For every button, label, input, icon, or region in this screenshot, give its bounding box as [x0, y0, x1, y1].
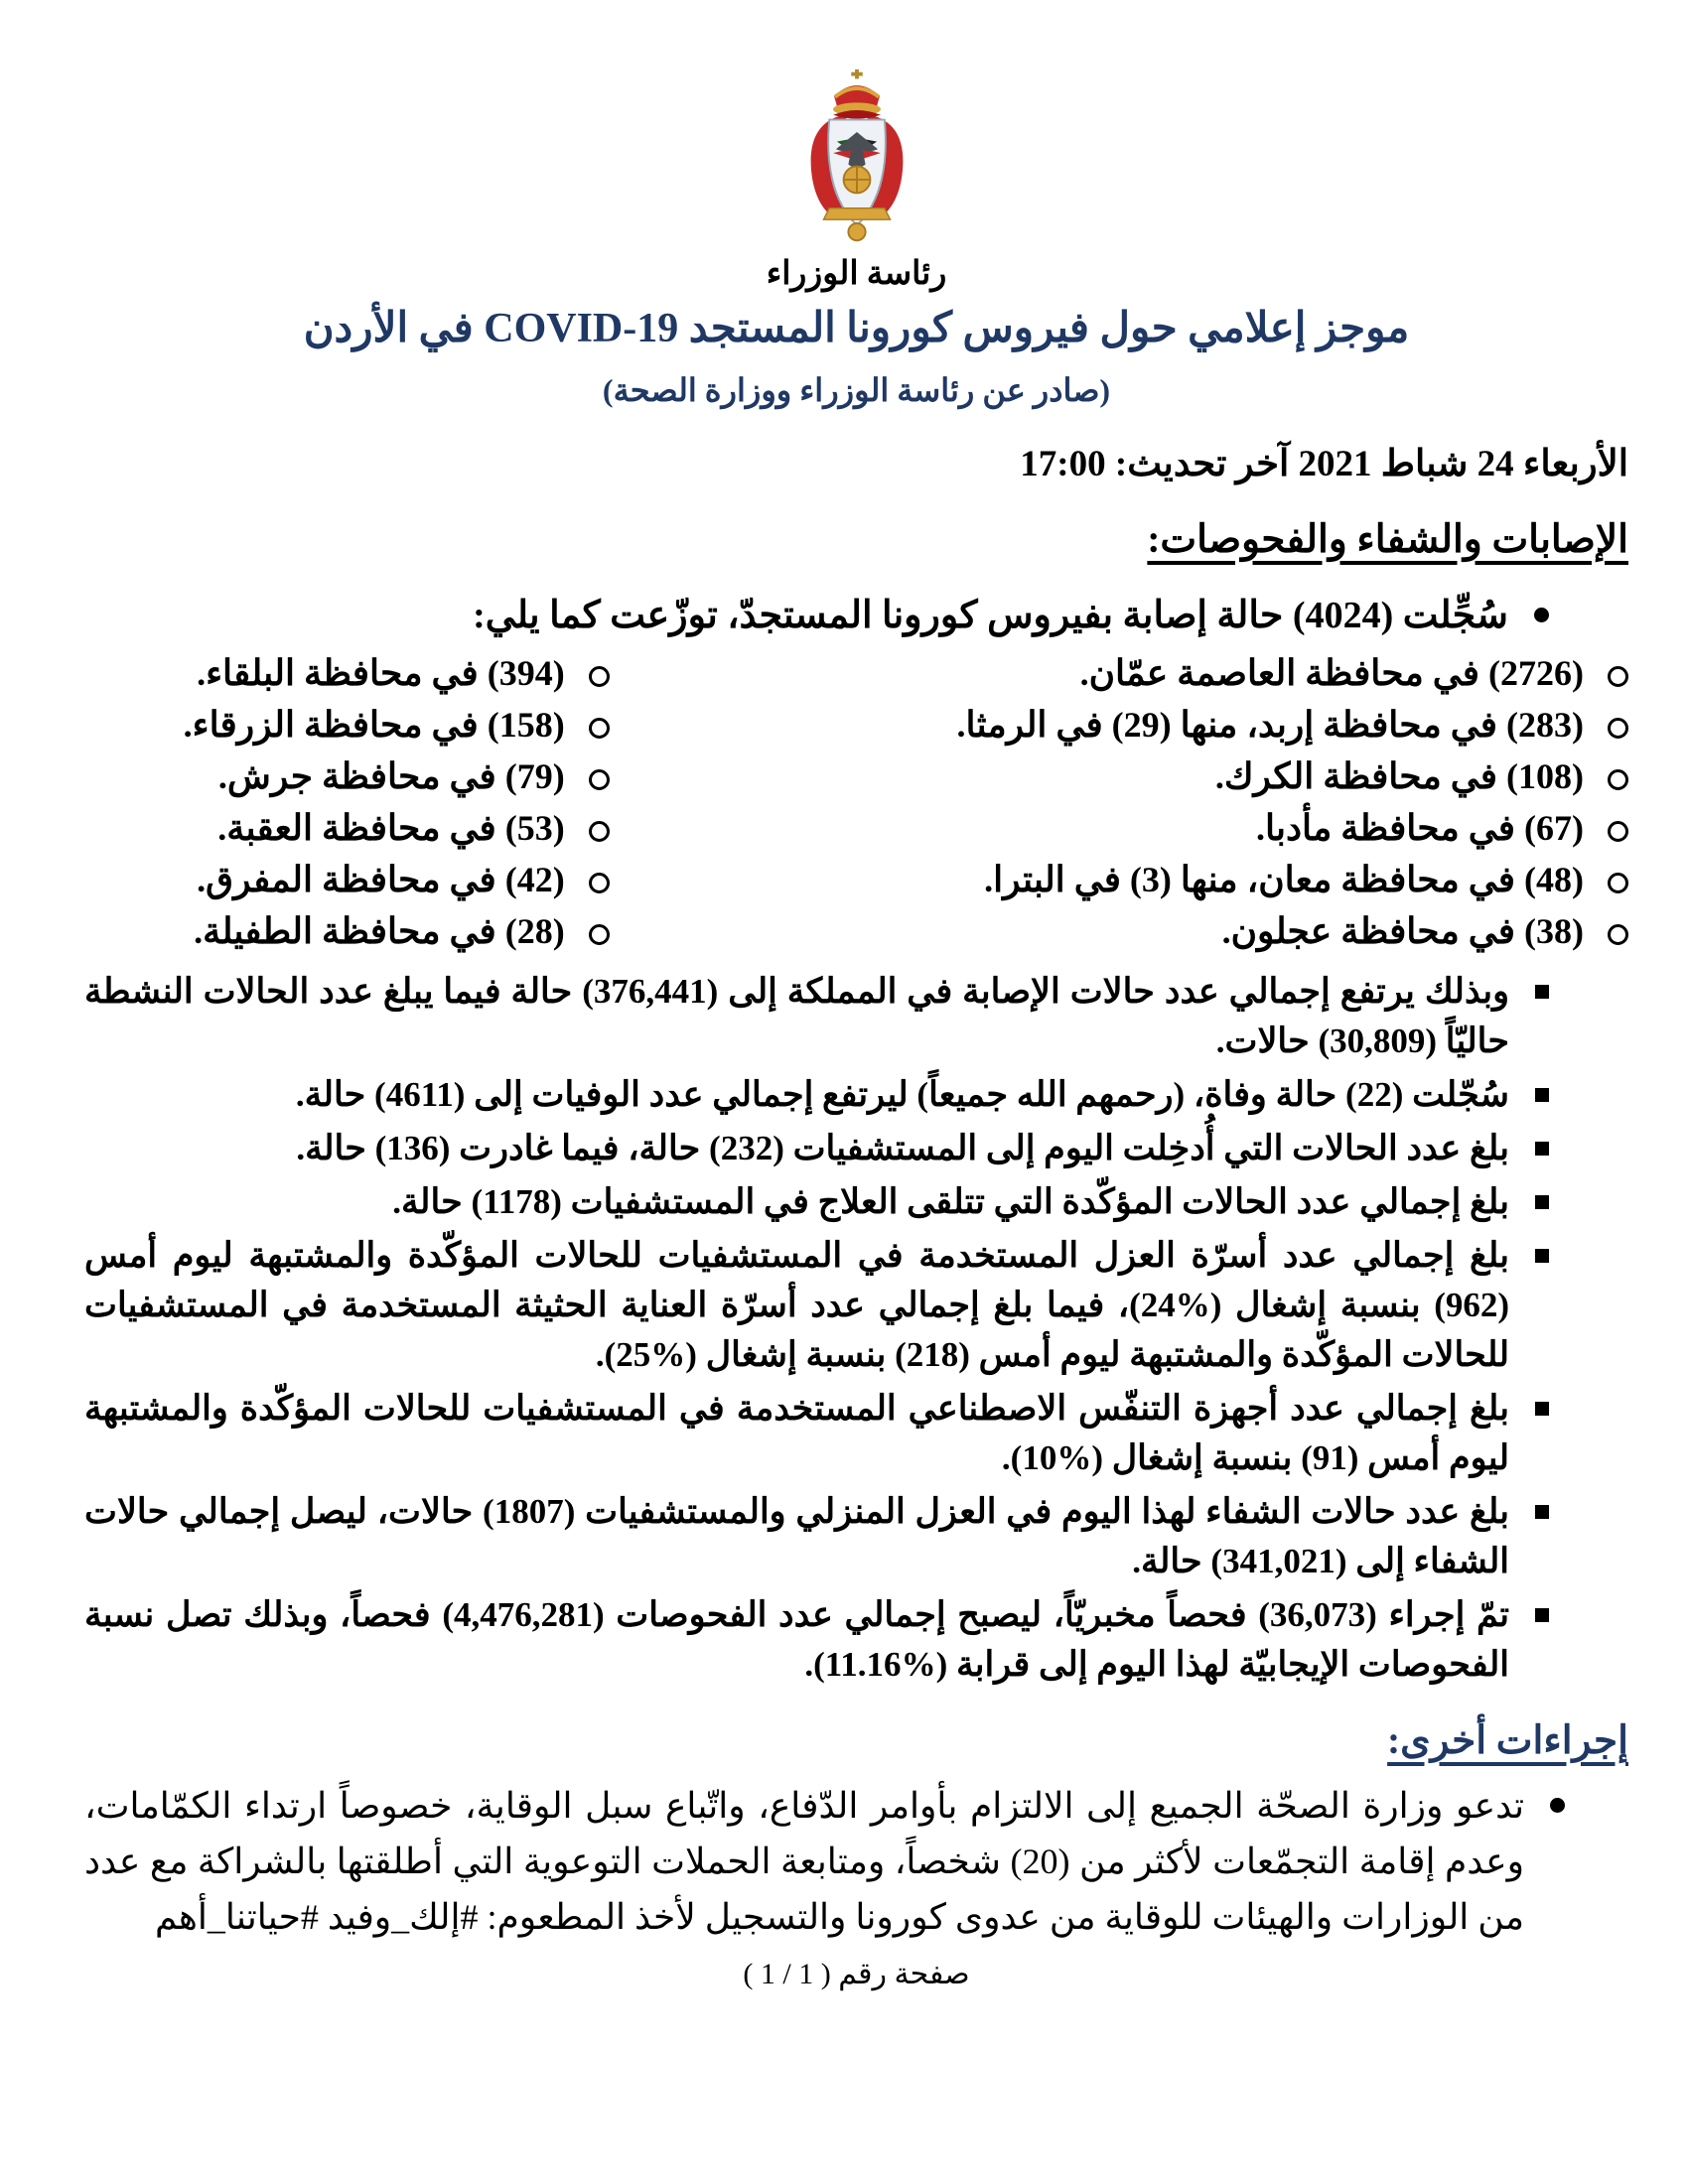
list-item — [610, 909, 1628, 953]
bullet-square-icon — [1535, 1249, 1549, 1263]
stat-text: تمّ إجراء (36,073) فحصاً مخبريّاً، ليصبح إجمالي عدد الفحوصات (4,476,281) فحصاً، وبذلك تصل نسبة الفحوصات الإيجابيّة لهذا اليوم إلى قرابة (%11.16). — [84, 1595, 1510, 1685]
bullet-square-icon — [1535, 1402, 1549, 1416]
stat-text: سُجّلت (22) حالة وفاة، (رحمهم الله جميعاً) ليرتفع إجمالي عدد الوفيات إلى (4611) حالة. — [295, 1075, 1509, 1115]
gov-item-text: (79) في محافظة جرش. — [217, 756, 565, 797]
gov-item-text: (158) في محافظة الزرقاء. — [183, 705, 565, 746]
list-item — [84, 1177, 1628, 1227]
gov-item-text: (48) في محافظة معان، منها (3) في البترا. — [984, 860, 1584, 900]
bullet-square-icon — [1535, 1142, 1549, 1156]
intro-bullet — [84, 590, 1628, 641]
gov-item-text: (42) في محافظة المفرق. — [197, 860, 565, 900]
bullet-circle-icon — [589, 666, 610, 687]
list-item — [84, 1231, 1628, 1380]
gov-item-text: (2726) في محافظة العاصمة عمّان. — [1079, 653, 1584, 694]
list-item — [84, 806, 610, 850]
gov-item-text: (394) في محافظة البلقاء. — [197, 653, 565, 694]
stat-text: بلغ إجمالي عدد أجهزة التنفّس الاصطناعي المستخدمة في المستشفيات للحالات المؤكّدة والمشتبهة ليوم أمس (91) بنسبة إشغال (%10). — [84, 1389, 1509, 1478]
stat-text: بلغ عدد حالات الشفاء لهذا اليوم في العزل المنزلي والمستشفيات (1807) حالات، ليصل إجمالي حالات الشفاء إلى (341,021) حالة. — [84, 1492, 1509, 1581]
gov-item-text: (38) في محافظة عجلون. — [1221, 911, 1584, 952]
section-heading-cases: الإصابات والشفاء والفحوصات: — [1147, 517, 1628, 561]
stat-text: وبذلك يرتفع إجمالي عدد حالات الإصابة في المملكة إلى (376,441) حالة فيما يبلغ عدد الحالات النشطة حاليّاً (30,809) حالات. — [84, 972, 1509, 1061]
logo-caption: رئاسة الوزراء — [766, 256, 947, 292]
gov-item-text: (28) في محافظة الطفيلة. — [194, 911, 565, 952]
list-item — [84, 1070, 1628, 1120]
governorate-list — [84, 651, 1628, 953]
list-item — [610, 754, 1628, 798]
bullet-square-icon — [1535, 1088, 1549, 1102]
bullet-dot-icon — [1550, 1798, 1565, 1813]
list-item — [610, 858, 1628, 901]
jordan-coat-of-arms-icon — [773, 66, 941, 246]
section-heading-other-measures: إجراءات أخرى: — [1387, 1719, 1628, 1763]
bullet-square-icon — [1535, 1505, 1549, 1519]
bullet-circle-icon — [589, 873, 610, 893]
list-item — [84, 703, 610, 747]
gov-item-text: (283) في محافظة إربد، منها (29) في الرمثا. — [956, 705, 1584, 746]
other-measures-text: تدعو وزارة الصحّة الجميع إلى الالتزام بأوامر الدّفاع، واتّباع سبل الوقاية، خصوصاً ارتداء الكمّامات، وعدم إقامة التجمّعات لأكثر من (20) شخصاً، ومتابعة الحملات التوعوية التي أطلقتها بالشراكة مع عدد من الوزارات والهيئات للوقاية من عدوى كورونا والتسجيل لأخذ المطعوم: #إلك_وفيد #حياتنا_أهم — [84, 1785, 1525, 1937]
document-subtitle: (صادر عن رئاسة الوزراء ووزارة الصحة) — [602, 371, 1111, 408]
bullet-square-icon — [1535, 1195, 1549, 1209]
bullet-square-icon — [1535, 985, 1549, 999]
intro-bullet-text: سُجِّلت (4024) حالة إصابة بفيروس كورونا المستجدّ، توزّعت كما يلي: — [473, 595, 1508, 637]
gov-item-text: (108) في محافظة الكرك. — [1214, 756, 1584, 797]
header-logo-block — [84, 66, 1628, 293]
list-item — [84, 1590, 1628, 1690]
stat-text: بلغ عدد الحالات التي أُدخِلت اليوم إلى المستشفيات (232) حالة، فيما غادرت (136) حالة. — [296, 1129, 1509, 1168]
page-number: صفحة رقم ( 1 / 1 ) — [743, 1957, 970, 1990]
stat-text: بلغ إجمالي عدد الحالات المؤكّدة التي تتلقى العلاج في المستشفيات (1178) حالة. — [392, 1182, 1509, 1222]
other-measures-bullet — [84, 1778, 1628, 1945]
bullet-circle-icon — [1608, 821, 1628, 842]
gov-item-text: (67) في محافظة مأدبا. — [1255, 808, 1584, 849]
statistics-list — [84, 967, 1628, 1690]
bullet-circle-icon — [1608, 873, 1628, 893]
date-line: الأربعاء 24 شباط 2021 آخر تحديث: 17:00 — [1020, 443, 1628, 484]
bullet-square-icon — [1535, 1608, 1549, 1622]
list-item — [610, 651, 1628, 695]
bullet-circle-icon — [589, 718, 610, 739]
list-item — [84, 967, 1628, 1066]
list-item — [84, 1124, 1628, 1173]
list-item — [84, 858, 610, 901]
gov-item-text: (53) في محافظة العقبة. — [217, 808, 565, 849]
bullet-circle-icon — [589, 821, 610, 842]
bullet-circle-icon — [589, 924, 610, 945]
list-item — [84, 1487, 1628, 1586]
bullet-circle-icon — [1608, 924, 1628, 945]
list-item — [610, 806, 1628, 850]
bullet-circle-icon — [589, 769, 610, 790]
list-item — [84, 651, 610, 695]
bullet-dot-icon — [1534, 608, 1549, 622]
bullet-circle-icon — [1608, 718, 1628, 739]
bullet-circle-icon — [1608, 666, 1628, 687]
list-item — [84, 909, 610, 953]
stat-text: بلغ إجمالي عدد أسرّة العزل المستخدمة في المستشفيات للحالات المؤكّدة والمشتبهة ليوم أمس (962) بنسبة إشغال (%24)، فيما بلغ إجمالي عدد أسرّة العناية الحثيثة المستخدمة في المستشفيات للحالات المؤكّدة والمشتبهة ليوم أمس (218) بنسبة إشغال (%25). — [84, 1236, 1509, 1375]
document-title: موجز إعلامي حول فيروس كورونا المستجد COVID-19 في الأردن — [303, 306, 1410, 351]
list-item — [610, 703, 1628, 747]
list-item — [84, 754, 610, 798]
list-item — [84, 1384, 1628, 1483]
bullet-circle-icon — [1608, 769, 1628, 790]
